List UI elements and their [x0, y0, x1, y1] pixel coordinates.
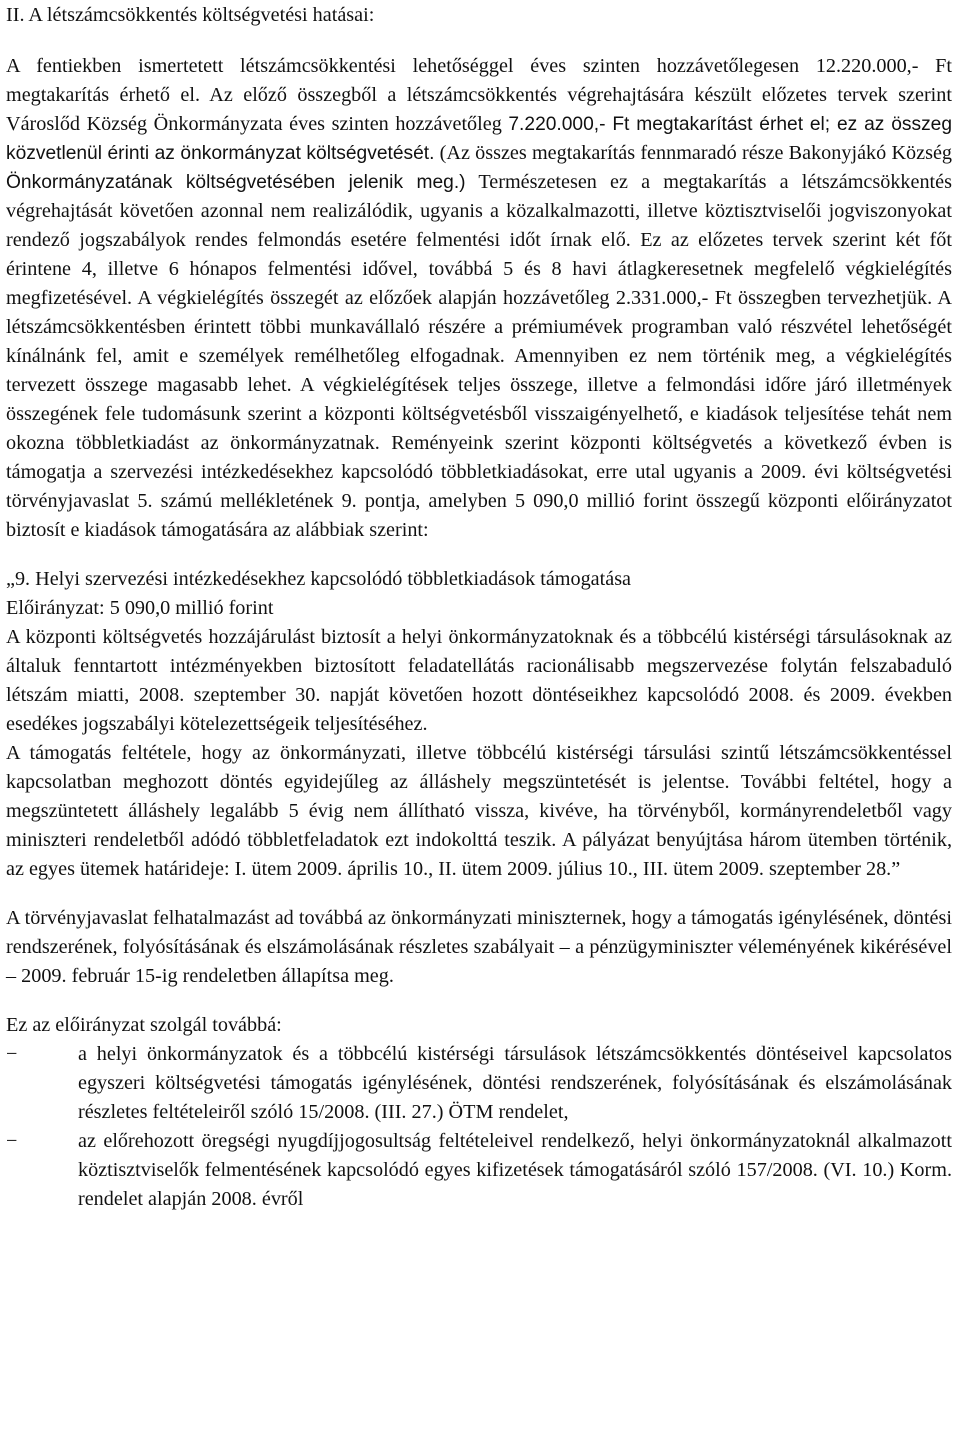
section-heading: II. A létszámcsökkentés költségvetési hatásai:	[6, 4, 375, 26]
paragraph-savings	[6, 52, 952, 545]
savings-text-3: (Az összes megtakarítás fennmaradó része Bakonyjákó Község	[434, 142, 952, 164]
document-page	[6, 0, 952, 1214]
spacer	[6, 884, 952, 904]
spacer	[6, 36, 952, 52]
savings-text-5: Természetesen ez a megtakarítás a létszámcsökkentés végrehajtását követően azonnal nem realizálódik, ugyanis a közalkalmazotti, illetve köztisztviselői jogviszonyokat rendező jogszabályok rendes felmondás esetére felmentési időt írnak elő. Ez az előzetes tervek szerint két főt érintene 4, illetve 6 hónapos felmentési idővel, továbbá 5 és 8 havi átlagkeresetnek megfelelő végkielégítés megfizetésével. A végkielégítés összegét az előzőek alapján hozzávetőleg 2.331.000,- Ft összegben tervezhetjük. A létszámcsökkentésben érintett többi munkavállaló részére a prémiumévek programban való részvétel lehetőségét kínálnánk fel, amit e személyek remélhetőleg elfogadnak. Amennyiben ez nem történik meg, a végkielégítés tervezett összege magasabb lehet. A végkielégítések teljes összege, illetve a felmondási időre járó illetmények összegének fele tudomásunk szerint a központi költségvetésből visszaigényelhető, e kiadások teljesítése tehát nem okozna többletkiadást az önkormányzatnak. Reményeink szerint központi költségvetés a következő évben is támogatja a szervezési intézkedésekhez kapcsolódó többletkiadásokat, erre utal ugyanis a 2009. évi költségvetési törvényjavaslat 5. számú mellékletének 9. pontja, amelyben 5 090,0 millió forint összegű központi előirányzatot biztosít e kiadások támogatására az alábbiak szerint:	[6, 171, 952, 541]
dash-list	[6, 1040, 952, 1214]
list-item-text: a helyi önkormányzatok és a többcélú kistérségi társulások létszámcsökkentés döntéseivel kapcsolatos egyszeri költségvetési támogatás igénylésének, döntési rendszerének, folyósításának és elszámolásának részletes feltételeiről szóló 15/2008. (III. 27.) ÖTM rendelet,	[78, 1043, 952, 1123]
savings-text-2: 7.220.000,- Ft megtakarítást érhet el; ez az összeg közvetlenül érinti az önkormányzat költségvetését.	[6, 114, 953, 164]
dash-marker: −	[6, 1130, 18, 1152]
dash-marker: −	[6, 1043, 18, 1065]
paragraph-authorization: A törvényjavaslat felhatalmazást ad továbbá az önkormányzati miniszternek, hogy a támogatás igénylésének, döntési rendszerének, folyósításának és elszámolásának részletes szabályait – a pénzügyminiszter véleményének kikérésével – 2009. február 15-ig rendeletben állapítsa meg.	[6, 907, 952, 987]
quote-appropriation-amount: Előirányzat: 5 090,0 millió forint	[6, 597, 274, 619]
quote-title: „9. Helyi szervezési intézkedésekhez kapcsolódó többletkiadások támogatása	[6, 568, 632, 590]
list-item	[6, 1127, 952, 1214]
list-item-text: az előrehozott öregségi nyugdíjjogosultság feltételeivel rendelkező, helyi önkormányzatoknál alkalmazott köztisztviselők felmentésének kapcsolódó egyes kifizetések támogatásáról szóló 157/2008. (VI. 10.) Korm. rendelet alapján 2008. évről	[78, 1130, 952, 1210]
spacer	[6, 545, 952, 565]
savings-text-1: A fentiekben ismertetett létszámcsökkentési lehetőséggel éves szinten hozzávetőlegesen 12.220.000,- Ft megtakarítás érhető el. Az előző összegből a létszámcsökkentés végrehajtására készült előzetes tervek szerint Városlőd Község Önkormányzata éves szinten hozzávetőleg	[6, 55, 952, 135]
list-item	[6, 1040, 952, 1127]
quoted-appropriation	[6, 565, 952, 884]
quote-paragraph-contribution: A központi költségvetés hozzájárulást biztosít a helyi önkormányzatoknak és a többcélú kistérségi társulásoknak az általuk fenntartott intézményekben biztosított feladatellátás racionálisabb megszervezése folytán felszabaduló létszám miatti, 2008. szeptember 30. napját követően hozott döntéseikhez kapcsolódó 2008. és 2009. években esedékes jogszabályi kötelezettségeik teljesítéséhez.	[6, 626, 952, 735]
savings-text-4: Önkormányzatának költségvetésében jelenik meg.)	[6, 172, 466, 193]
paragraph-intro: Ez az előirányzat szolgál továbbá:	[6, 1014, 282, 1036]
spacer	[6, 991, 952, 1011]
quote-paragraph-conditions: A támogatás feltétele, hogy az önkormányzati, illetve többcélú kistérségi társulási szintű létszámcsökkentéssel kapcsolatban meghozott döntés egyidejűleg az álláshely megszüntetését is jelentse. További feltétel, hogy a megszüntetett álláshely legalább 5 évig nem állítható vissza, kivéve, ha törvényből, kormányrendeletből vagy miniszteri rendeletből adódó többletfeladatok ezt indokolttá teszik. A pályázat benyújtása három ütemben történik, az egyes ütemek határideje: I. ütem 2009. április 10., II. ütem 2009. július 10., III. ütem 2009. szeptember 28.”	[6, 742, 952, 880]
